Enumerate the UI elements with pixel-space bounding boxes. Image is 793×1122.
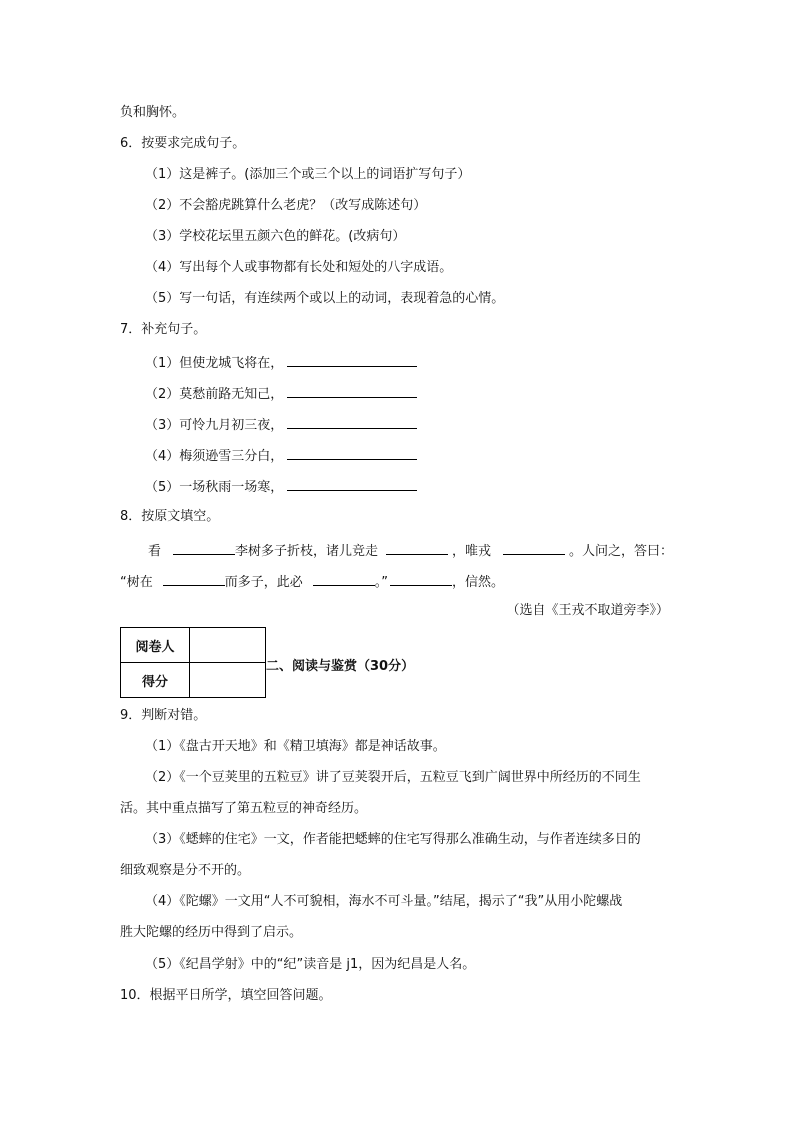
q8-text: 李树多子折枝，诸儿竞走 bbox=[235, 544, 379, 559]
q7-item bbox=[145, 384, 421, 403]
q9-item: （2）《一个豆荚里的五粒豆》讲了豆荚裂开后，五粒豆飞到广阔世界中所经历的不同生 bbox=[145, 770, 641, 785]
answer-blank[interactable] bbox=[313, 572, 375, 586]
grader-cell[interactable] bbox=[190, 628, 266, 663]
answer-blank[interactable] bbox=[287, 415, 417, 429]
q7-item bbox=[145, 446, 421, 465]
q6-item: （4）写出每个人或事物都有长处和短处的八字成语。 bbox=[145, 260, 453, 275]
q9-item: （4）《陀螺》一文用“人不可貌相，海水不可斗量。”结尾，揭示了“我”从用小陀螺战 bbox=[145, 894, 623, 909]
score-table bbox=[120, 627, 266, 698]
q8-text: “树在 bbox=[120, 575, 153, 590]
q8-text: 而多子，此必 bbox=[224, 575, 303, 590]
q7-item bbox=[145, 477, 421, 496]
q9-item: （1）《盘古开天地》和《精卫填海》都是神话故事。 bbox=[145, 739, 446, 754]
q8-text: 。” bbox=[374, 575, 389, 590]
q9-item-cont: 活。其中重点描写了第五粒豆的神奇经历。 bbox=[120, 801, 368, 816]
answer-blank[interactable] bbox=[386, 541, 448, 555]
q7-text: （3）可怜九月初三夜， bbox=[145, 418, 284, 433]
q9-item-cont: 细致观察是分不开的。 bbox=[120, 863, 251, 878]
q6-item: （5）写一句话，有连续两个或以上的动词，表现着急的心情。 bbox=[145, 291, 505, 306]
question-6-title: 6．按要求完成句子。 bbox=[120, 136, 246, 151]
answer-blank[interactable] bbox=[503, 541, 565, 555]
q7-item bbox=[145, 353, 421, 372]
source-citation: （选自《王戎不取道旁李》） bbox=[506, 603, 669, 618]
section-heading: 二、阅读与鉴赏（30分） bbox=[266, 659, 415, 674]
q7-text: （2）莫愁前路无知己， bbox=[145, 387, 284, 402]
q8-passage-line bbox=[148, 541, 673, 560]
answer-blank[interactable] bbox=[173, 541, 235, 555]
answer-blank[interactable] bbox=[390, 572, 452, 586]
answer-blank[interactable] bbox=[163, 572, 225, 586]
question-7-title: 7．补充句子。 bbox=[120, 322, 207, 337]
q9-item-cont: 胜大陀螺的经历中得到了启示。 bbox=[120, 925, 303, 940]
q6-item: （3）学校花坛里五颜六色的鲜花。(改病句） bbox=[145, 229, 406, 244]
q7-text: （1）但使龙城飞将在， bbox=[145, 356, 284, 371]
q9-item: （3）《蟋蟀的住宅》一文，作者能把蟋蟀的住宅写得那么准确生动，与作者连续多日的 bbox=[145, 832, 641, 847]
answer-blank[interactable] bbox=[287, 477, 417, 491]
q8-passage-line bbox=[120, 572, 504, 591]
answer-blank[interactable] bbox=[287, 446, 417, 460]
q8-text: ，信然。 bbox=[452, 575, 505, 590]
score-label: 得分 bbox=[121, 663, 190, 698]
question-8-title: 8．按原文填空。 bbox=[120, 509, 220, 524]
q6-item: （1）这是裤子。(添加三个或三个以上的词语扩写句子） bbox=[145, 167, 471, 182]
question-9-title: 9．判断对错。 bbox=[120, 708, 207, 723]
q6-item: （2）不会豁虎跳算什么老虎？（改写成陈述句） bbox=[145, 198, 427, 213]
q8-text: 。人问之，答曰： bbox=[569, 544, 674, 559]
answer-blank[interactable] bbox=[287, 384, 417, 398]
grader-label: 阅卷人 bbox=[121, 628, 190, 663]
q7-text: （4）梅须逊雪三分白， bbox=[145, 449, 284, 464]
q7-text: （5）一场秋雨一场寒， bbox=[145, 480, 284, 495]
answer-blank[interactable] bbox=[287, 353, 417, 367]
q9-item: （5）《纪昌学射》中的“纪”读音是 j1，因为纪昌是人名。 bbox=[145, 957, 476, 972]
question-10-title: 10．根据平日所学，填空回答问题。 bbox=[120, 988, 332, 1003]
q8-text: 看 bbox=[148, 544, 162, 559]
q8-text: ，唯戎 bbox=[452, 544, 492, 559]
q7-item bbox=[145, 415, 421, 434]
score-cell[interactable] bbox=[190, 663, 266, 698]
text-line: 负和胸怀。 bbox=[120, 105, 186, 120]
